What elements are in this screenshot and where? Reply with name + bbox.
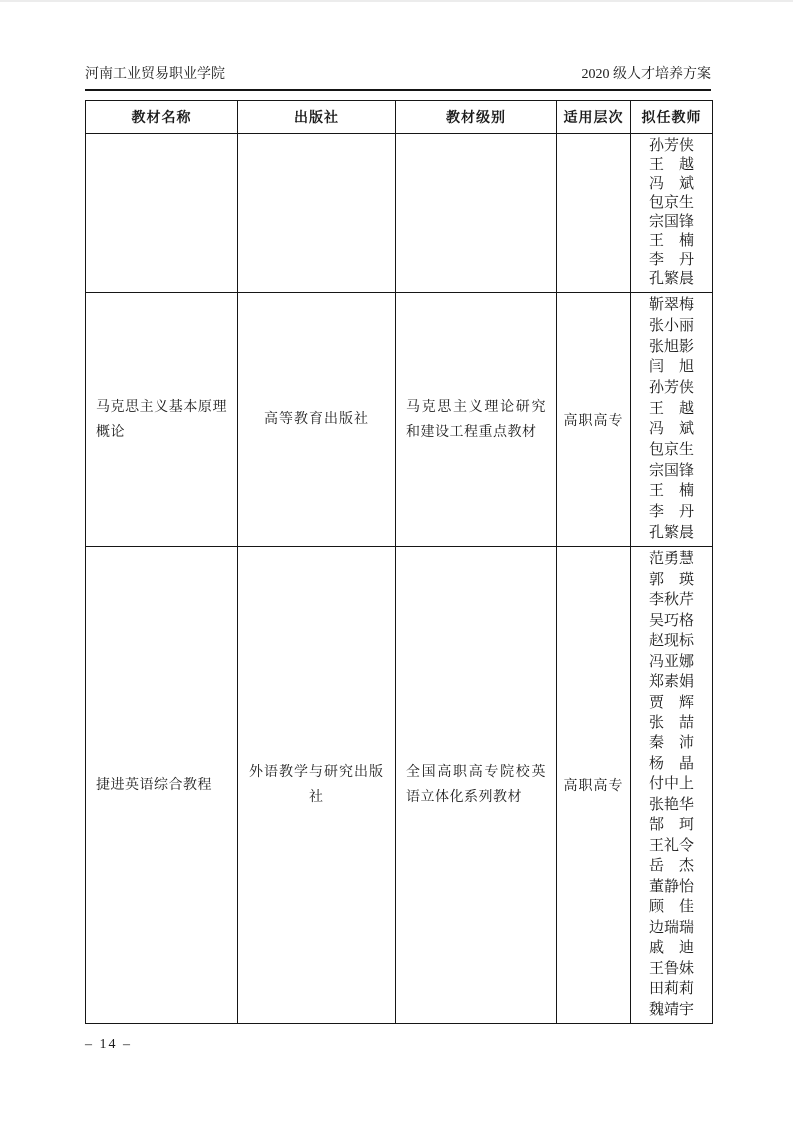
header-plan-title: 2020 级人才培养方案 <box>581 67 711 82</box>
cell-name <box>86 293 238 547</box>
teacher-name: 王 楠 <box>648 483 694 500</box>
cell-name-text: 马克思主义基本原理概论 <box>96 399 227 440</box>
cell-level <box>396 293 557 547</box>
teacher-name: 贾 辉 <box>648 694 694 711</box>
teacher-name: 秦 沛 <box>648 735 694 752</box>
teacher-name: 李秋芹 <box>648 592 694 609</box>
teacher-name: 范勇慧 <box>648 551 694 568</box>
teacher-name: 冯亚娜 <box>648 653 694 670</box>
teacher-name: 赵现标 <box>648 633 694 650</box>
teacher-name: 付中上 <box>648 776 694 793</box>
column-header-textbook-name: 教材名称 <box>86 101 238 134</box>
textbook-table <box>85 100 713 1024</box>
table-header-row <box>86 101 713 134</box>
teacher-name: 杨 晶 <box>648 755 694 772</box>
teacher-name: 戚 迪 <box>648 940 694 957</box>
header-school-name: 河南工业贸易职业学院 <box>85 67 225 82</box>
column-header-applicable-tier: 适用层次 <box>557 101 631 134</box>
table-row <box>86 293 713 547</box>
teacher-name: 孔繁晨 <box>648 271 694 288</box>
teacher-name: 王礼令 <box>648 837 694 854</box>
cell-tier-text: 高职高专 <box>563 413 624 429</box>
page-number: – 14 – <box>85 1037 132 1052</box>
cell-publisher <box>238 134 396 293</box>
teacher-name: 郑素娟 <box>648 674 694 691</box>
cell-name <box>86 547 238 1024</box>
cell-level-text: 马克思主义理论研究和建设工程重点教材 <box>406 399 546 440</box>
teacher-name: 边瑞瑞 <box>648 919 694 936</box>
header-rule <box>85 89 711 91</box>
teacher-name: 孙芳侠 <box>648 379 694 396</box>
cell-teachers <box>631 547 713 1024</box>
cell-publisher <box>238 293 396 547</box>
teacher-name: 冯 斌 <box>648 175 694 192</box>
cell-tier <box>557 293 631 547</box>
teacher-name: 孙芳侠 <box>648 137 694 154</box>
scan-edge-artifact <box>0 0 793 2</box>
cell-publisher-text: 高等教育出版社 <box>264 412 369 427</box>
column-header-publisher: 出版社 <box>238 101 396 134</box>
teachers-list <box>631 296 712 544</box>
teacher-name: 张旭影 <box>648 338 694 355</box>
teacher-name: 张艳华 <box>648 796 694 813</box>
teacher-name: 闫 旭 <box>648 359 694 376</box>
cell-level <box>396 134 557 293</box>
teacher-name: 郭 瑛 <box>648 571 694 588</box>
column-header-textbook-level: 教材级别 <box>396 101 557 134</box>
teacher-name: 魏靖宇 <box>648 1001 694 1018</box>
teacher-name: 李 丹 <box>648 503 694 520</box>
teacher-name: 宗国锋 <box>648 462 694 479</box>
cell-level <box>396 547 557 1024</box>
teacher-name: 张 喆 <box>648 714 694 731</box>
cell-teachers <box>631 293 713 547</box>
teacher-name: 包京生 <box>648 441 694 458</box>
teacher-name: 靳翠梅 <box>648 297 694 314</box>
teacher-name: 张小丽 <box>648 317 694 334</box>
table-row <box>86 134 713 293</box>
page-footer <box>85 1037 132 1053</box>
teacher-name: 宗国锋 <box>648 214 694 231</box>
page-header <box>85 66 711 84</box>
cell-teachers <box>631 134 713 293</box>
teachers-list <box>631 137 712 290</box>
cell-name <box>86 134 238 293</box>
teacher-name: 顾 佳 <box>648 899 694 916</box>
cell-tier-text: 高职高专 <box>563 779 624 794</box>
teacher-name: 王 越 <box>648 156 694 173</box>
cell-tier <box>557 134 631 293</box>
teacher-name: 冯 斌 <box>648 421 694 438</box>
column-header-proposed-teachers: 拟任教师 <box>631 101 713 134</box>
teacher-name: 岳 杰 <box>648 858 694 875</box>
teacher-name: 郜 珂 <box>648 817 694 834</box>
teacher-name: 王 楠 <box>648 233 694 250</box>
teacher-name: 包京生 <box>648 194 694 211</box>
teacher-name: 董静怡 <box>648 878 694 895</box>
teacher-name: 田莉莉 <box>648 981 694 998</box>
teachers-list <box>631 550 712 1021</box>
teacher-name: 王鲁妹 <box>648 960 694 977</box>
cell-publisher <box>238 547 396 1024</box>
teacher-name: 王 越 <box>648 400 694 417</box>
table-row <box>86 547 713 1024</box>
cell-level-text: 全国高职高专院校英语立体化系列教材 <box>406 765 546 805</box>
cell-tier <box>557 547 631 1024</box>
teacher-name: 李 丹 <box>648 252 694 269</box>
teacher-name: 孔繁晨 <box>648 524 694 541</box>
cell-name-text: 捷进英语综合教程 <box>96 777 212 793</box>
cell-publisher-text: 外语教学与研究出版社 <box>249 765 384 805</box>
teacher-name: 吴巧格 <box>648 612 694 629</box>
